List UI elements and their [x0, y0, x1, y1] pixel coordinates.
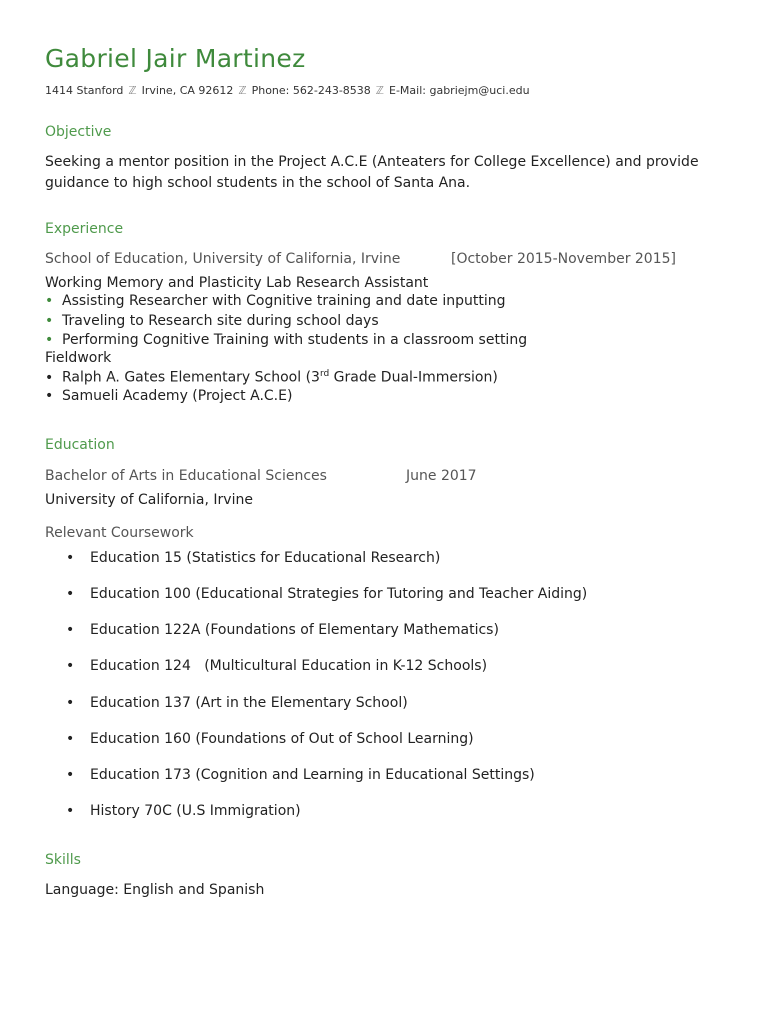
- education-degree: Bachelor of Arts in Educational Sciences: [45, 468, 327, 484]
- list-item: • Education 124 (Multicultural Education in K-12 Schools): [66, 658, 488, 674]
- fieldwork-label: Fieldwork: [45, 350, 112, 366]
- list-item: • Performing Cognitive Training with students in a classroom setting: [45, 332, 528, 348]
- coursework-heading: Relevant Coursework: [45, 525, 194, 541]
- bullet-icon: •: [66, 803, 75, 819]
- bullet-icon: •: [66, 731, 75, 747]
- objective-heading: Objective: [45, 124, 112, 140]
- list-item: • Education 137 (Art in the Elementary School): [66, 695, 408, 711]
- bullet-icon: •: [66, 586, 75, 602]
- education-date: June 2017: [406, 468, 477, 484]
- bullet-icon: •: [66, 767, 75, 783]
- list-item: • Education 160 (Foundations of Out of School Learning): [66, 731, 474, 747]
- bullet-icon: •: [45, 313, 54, 329]
- address: 1414 Stanford: [45, 84, 124, 97]
- bullet-icon: •: [66, 658, 75, 674]
- list-item: • Ralph A. Gates Elementary School (3rd Grade Dual-Immersion): [45, 369, 498, 386]
- education-heading: Education: [45, 437, 115, 453]
- bullet-icon: •: [45, 369, 54, 386]
- bullet-icon: •: [45, 332, 54, 348]
- list-item: • Education 100 (Educational Strategies for Tutoring and Teacher Aiding): [66, 586, 588, 602]
- bullet-icon: •: [45, 293, 54, 309]
- separator-icon: ℤ: [238, 84, 247, 97]
- bullet-icon: •: [66, 622, 75, 638]
- experience-dates: [October 2015-November 2015]: [451, 251, 676, 267]
- email: E-Mail: gabriejm@uci.edu: [389, 84, 530, 97]
- separator-icon: ℤ: [128, 84, 137, 97]
- education-school: University of California, Irvine: [45, 492, 253, 508]
- skills-language: Language: English and Spanish: [45, 882, 265, 898]
- list-item: • Education 122A (Foundations of Elementary Mathematics): [66, 622, 499, 638]
- objective-text: Seeking a mentor position in the Project A.C.E (Anteaters for College Excellence) and provide guidance to high school students in the school of Santa Ana.: [45, 154, 699, 191]
- experience-role: Working Memory and Plasticity Lab Research Assistant: [45, 275, 429, 291]
- bullet-icon: •: [45, 388, 54, 404]
- experience-org: School of Education, University of California, Irvine: [45, 251, 401, 267]
- experience-heading: Experience: [45, 221, 124, 237]
- list-item: • Traveling to Research site during school days: [45, 313, 379, 329]
- bullet-icon: •: [66, 695, 75, 711]
- list-item: • History 70C (U.S Immigration): [66, 803, 301, 819]
- bullet-icon: •: [66, 550, 75, 566]
- separator-icon: ℤ: [375, 84, 384, 97]
- list-item: • Education 15 (Statistics for Educational Research): [66, 550, 441, 566]
- contact-line: [45, 84, 530, 97]
- list-item: • Assisting Researcher with Cognitive training and date inputting: [45, 293, 506, 309]
- phone: Phone: 562-243-8538: [251, 84, 371, 97]
- city: Irvine, CA 92612: [141, 84, 234, 97]
- list-item: • Education 173 (Cognition and Learning in Educational Settings): [66, 767, 535, 783]
- skills-heading: Skills: [45, 852, 81, 868]
- candidate-name: Gabriel Jair Martinez: [45, 44, 306, 73]
- list-item: • Samueli Academy (Project A.C.E): [45, 388, 293, 404]
